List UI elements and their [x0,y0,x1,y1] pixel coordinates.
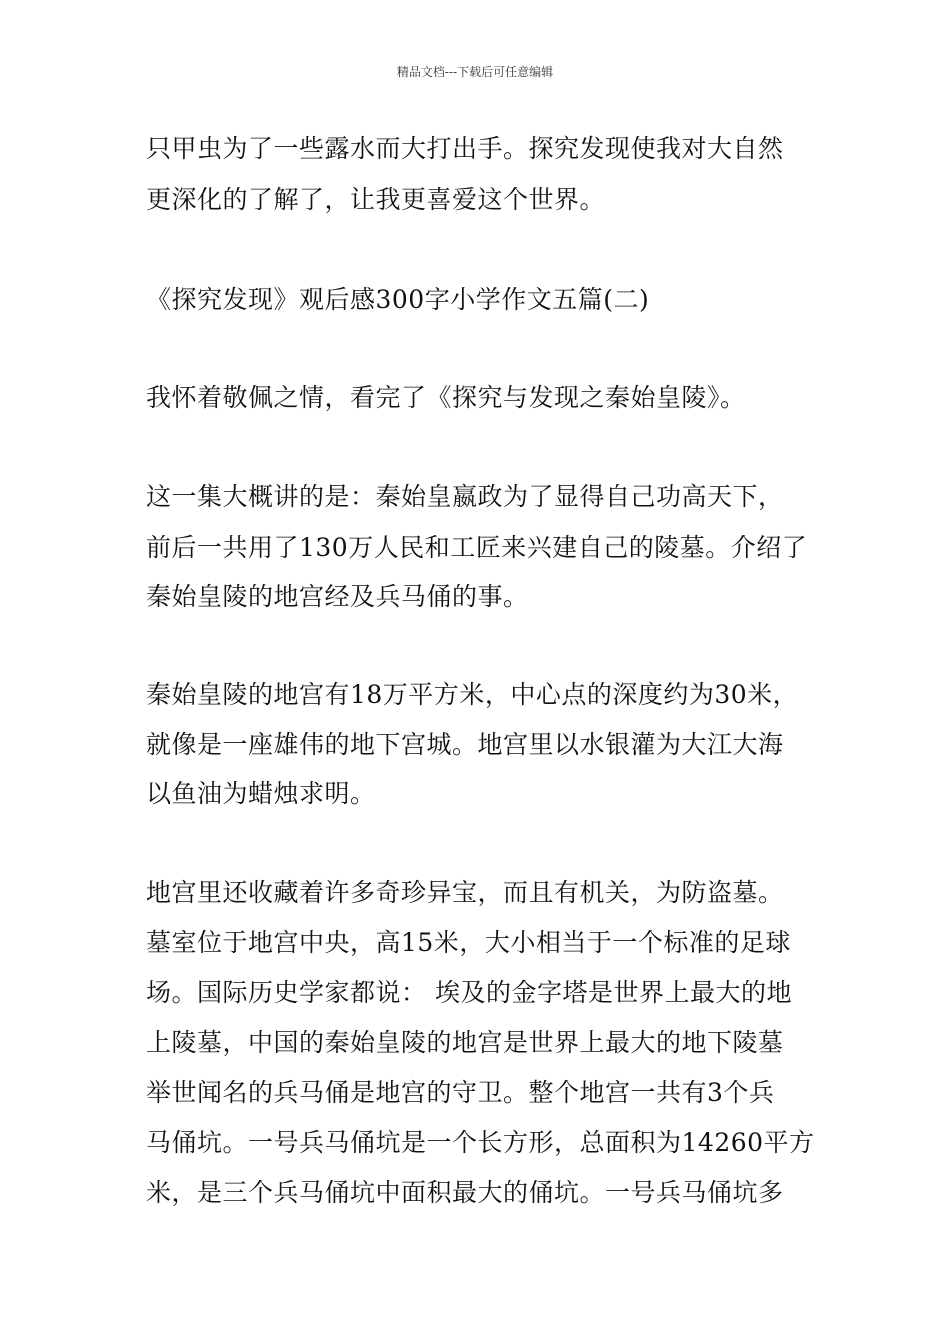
text-line: 秦始皇陵的地宫有18万平方米，中心点的深度约为30米， [146,680,799,709]
text-line: 场。国际历史学家都说： 埃及的金字塔是世界上最大的地 [146,978,792,1007]
text-line: 米，是三个兵马俑坑中面积最大的俑坑。一号兵马俑坑多 [146,1178,784,1207]
section-heading: 《探究发现》观后感300字小学作文五篇(二) [146,285,650,314]
text-line: 更深化的了解了，让我更喜爱这个世界。 [146,185,606,214]
text-line: 墓室位于地宫中央，高15米，大小相当于一个标准的足球 [146,928,791,957]
text-line: 我怀着敬佩之情，看完了《探究与发现之秦始皇陵》。 [146,383,746,412]
text-line: 举世闻名的兵马俑是地宫的守卫。整个地宫一共有3个兵 [146,1078,775,1107]
text-line: 前后一共用了130万人民和工匠来兴建自己的陵墓。介绍了 [146,533,808,562]
text-line: 秦始皇陵的地宫经及兵马俑的事。 [146,582,529,611]
text-line: 地宫里还收藏着许多奇珍异宝，而且有机关，为防盗墓。 [146,878,784,907]
text-line: 马俑坑。一号兵马俑坑是一个长方形，总面积为14260平方 [146,1128,815,1157]
text-line: 以鱼油为蜡烛求明。 [146,779,376,808]
page-header: 精品文档---下载后可任意编辑 [396,65,554,79]
text-line: 就像是一座雄伟的地下宫城。地宫里以水银灌为大江大海 [146,730,784,759]
text-line: 只甲虫为了一些露水而大打出手。探究发现使我对大自然 [146,134,784,163]
text-line: 上陵墓，中国的秦始皇陵的地宫是世界上最大的地下陵墓 [146,1028,784,1057]
text-line: 这一集大概讲的是：秦始皇嬴政为了显得自己功高天下， [146,482,784,511]
